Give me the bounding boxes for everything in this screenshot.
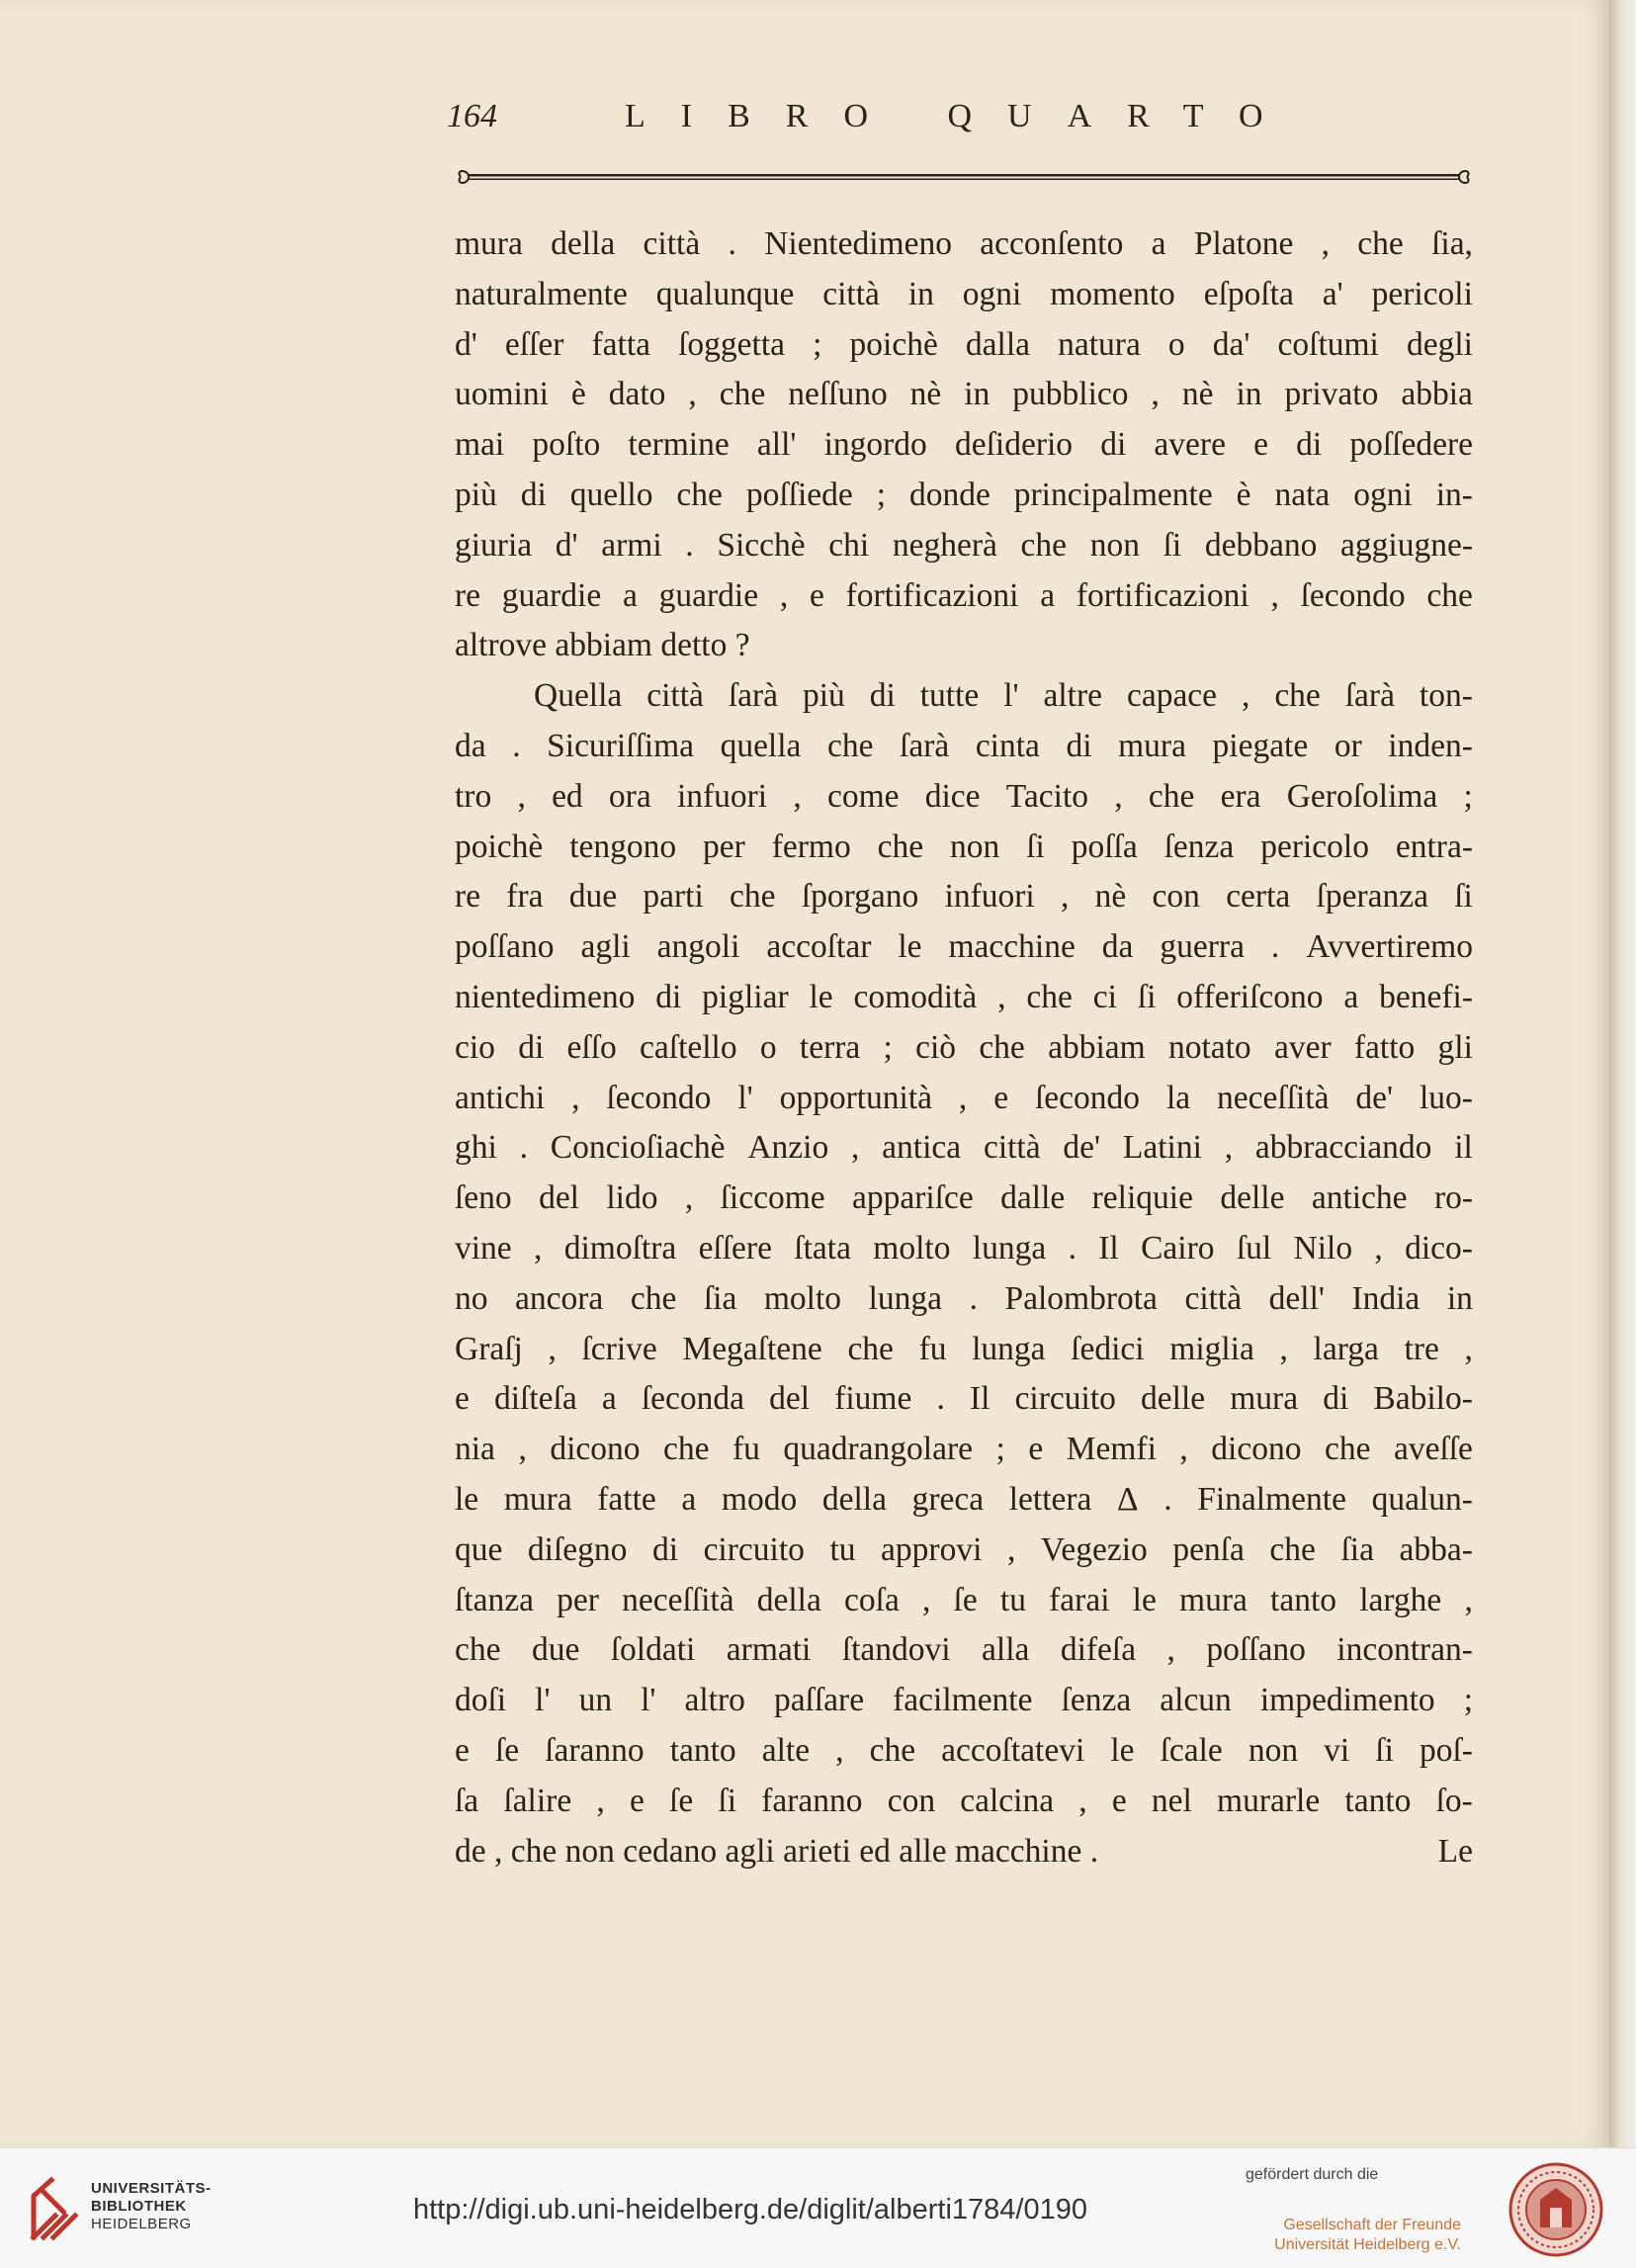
text-line: e ſe ſaranno tanto alte , che accoſtatevi le ſcale non vi ſi poſ- — [455, 1731, 1473, 1769]
text-line: naturalmente qualunque città in ogni momento eſpoſta a' pericoli — [455, 275, 1473, 312]
text-line: que diſegno di circuito tu approvi , Vegezio penſa che ſia abba- — [455, 1530, 1473, 1568]
library-name — [91, 2180, 239, 2233]
text-line — [455, 1827, 1473, 1877]
text-line: che due ſoldati armati ſtandovi alla difeſa , poſſano incontran- — [455, 1631, 1473, 1669]
text-line: ghi . Concioſiachè Anzio , antica città de' Latini , abbracciando il — [455, 1129, 1473, 1167]
permalink-url[interactable]: http://digi.ub.uni-heidelberg.de/diglit/alberti1784/0190 — [413, 2194, 1087, 2225]
text-line: poſſano agli angoli accoſtar le macchine da guerra . Avvertiremo — [455, 928, 1473, 966]
chapter-title: LIBRO QUARTO — [625, 98, 1299, 134]
sponsor-name-line2: Universität Heidelberg e.V. — [1274, 2236, 1461, 2253]
text-line: nia , dicono che fu quadrangolare ; e Memfi , dicono che aveſſe — [455, 1431, 1473, 1468]
text-line: e diſteſa a ſeconda del fiume . Il circuito delle mura di Babilo- — [455, 1380, 1473, 1418]
text-line: da . Sicuriſſima quella che ſarà cinta di mura piegate or inden- — [455, 727, 1473, 764]
library-name-line1: UNIVERSITÄTS- — [91, 2180, 212, 2197]
text-line: uomini è dato , che neſſuno nè in pubblico , nè in privato abbia — [455, 376, 1473, 413]
text-line: re guardie a guardie , e fortificazioni a fortificazioni , ſecondo che — [455, 576, 1473, 614]
ornamental-rule — [455, 169, 1473, 185]
text-line: doſi l' un l' altro paſſare facilmente ſenza alcun impedimento ; — [455, 1682, 1473, 1719]
text-line: d' eſſer fatta ſoggetta ; poichè dalla natura o da' coſtumi degli — [455, 325, 1473, 363]
text-line: altrove abbiam detto ? — [455, 627, 750, 664]
final-line-text: de , che non cedano agli arieti ed alle macchine . — [455, 1832, 1099, 1870]
text-line: ſeno del lido , ſiccome appariſce dalle reliquie delle antiche ro- — [455, 1179, 1473, 1217]
text-line: giuria d' armi . Sicchè chi negherà che non ſi debbano aggiugne- — [455, 526, 1473, 564]
text-line: cio di eſſo caſtello o terra ; ciò che abbiam notato aver fatto gli — [455, 1028, 1473, 1066]
sponsor-name-line1: Gesellschaft der Freunde — [1283, 2217, 1461, 2233]
footer-bar — [0, 2147, 1636, 2268]
library-logo-icon — [30, 2176, 79, 2241]
running-head — [447, 87, 1445, 146]
page-number: 164 — [447, 98, 497, 134]
text-line: Graſj , ſcrive Megaſtene che fu lunga ſedici miglia , larga tre , — [455, 1330, 1473, 1367]
text-line: antichi , ſecondo l' opportunità , e ſecondo la neceſſità de' luo- — [455, 1079, 1473, 1116]
text-line: più di quello che poſſiede ; donde principalmente è nata ogni in- — [455, 476, 1473, 513]
text-line: mura della città . Nientedimeno acconſento a Platone , che ſia, — [455, 225, 1473, 262]
sponsor-label: gefördert durch die — [1246, 2166, 1379, 2183]
text-line: ſa ſalire , e ſe ſi faranno con calcina , e nel murarle tanto ſo- — [455, 1782, 1473, 1819]
text-line: no ancora che ſia molto lunga . Palombrota città dell' India in — [455, 1279, 1473, 1317]
text-line: ſtanza per neceſſità della coſa , ſe tu farai le mura tanto larghe , — [455, 1581, 1473, 1618]
sponsor-name — [1273, 2216, 1461, 2255]
text-line: Quella città ſarà più di tutte l' altre capace , che ſarà ton- — [534, 677, 1473, 715]
university-seal-icon — [1508, 2162, 1603, 2257]
text-line: le mura fatte a modo della greca lettera Δ . Finalmente qualun- — [455, 1480, 1473, 1518]
text-line: vine , dimoſtra eſſere ſtata molto lunga . Il Cairo ſul Nilo , dico- — [455, 1229, 1473, 1266]
library-name-line3: HEIDELBERG — [91, 2216, 192, 2232]
library-name-line2: BIBLIOTHEK — [91, 2198, 187, 2215]
text-line: re fra due parti che ſporgano infuori , nè con certa ſperanza ſi — [455, 878, 1473, 916]
text-line: nientedimeno di pigliar le comodità , che ci ſi offeriſcono a benefi- — [455, 978, 1473, 1015]
body-text — [455, 219, 1473, 1876]
catchword: Le — [1437, 1832, 1473, 1870]
book-spine-edge — [1609, 0, 1636, 2147]
text-line: poichè tengono per fermo che non ſi poſſa ſenza pericolo entra- — [455, 828, 1473, 865]
text-line: mai poſto termine all' ingordo deſiderio di avere e di poſſedere — [455, 426, 1473, 464]
text-line: tro , ed ora infuori , come dice Tacito , che era Geroſolima ; — [455, 777, 1473, 815]
